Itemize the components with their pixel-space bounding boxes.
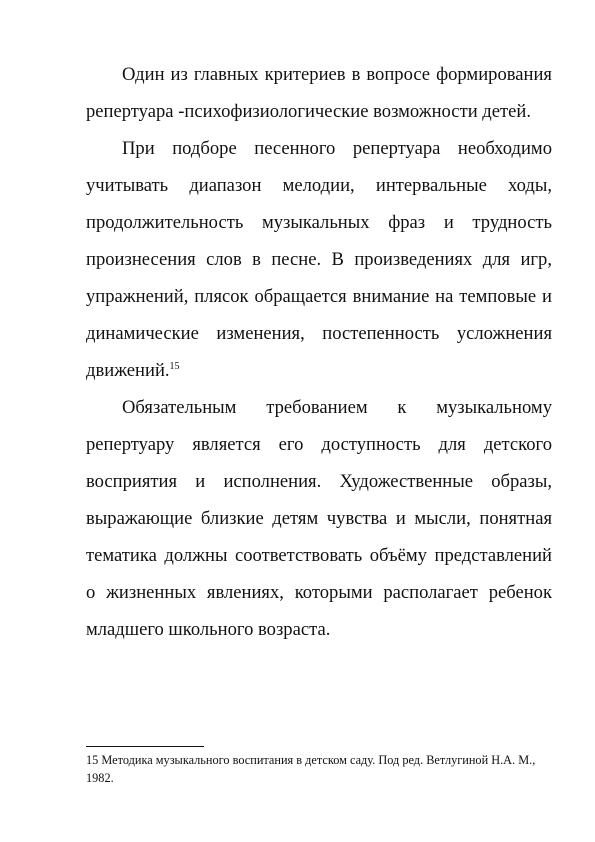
body-text [86,56,552,648]
paragraph-1-text: Один из главных критериев в вопросе формирования репертуара -психофизиологические возможности детей. [86,64,552,122]
footnote-separator [86,746,204,747]
paragraph-2-text: При подборе песенного репертуара необходимо учитывать диапазон мелодии, интервальные ходы, продолжительность музыкальных фраз и трудность произнесения слов в песне. В произведениях для игр, упражнений, плясок обращается внимание на темповые и динамические изменения, постепенность усложнения движений. [86,138,552,381]
paragraph-3-text: Обязательным требованием к музыкальному репертуару является его доступность для детского восприятия и исполнения. Художественные образы, выражающие близкие детям чувства и мысли, понятная тематика должны соответствовать объёму представлений о жизненных явлениях, которыми располагает ребенок младшего школьного возраста. [86,397,552,640]
paragraph-1 [86,56,552,130]
footnote-text: 15 Методика музыкального воспитания в детском саду. Под ред. Ветлугиной Н.А. М., 1982. [86,753,536,785]
footnote-reference[interactable]: 15 [169,360,180,372]
footnote [86,751,552,787]
paragraph-2 [86,130,552,389]
paragraph-3 [86,389,552,648]
